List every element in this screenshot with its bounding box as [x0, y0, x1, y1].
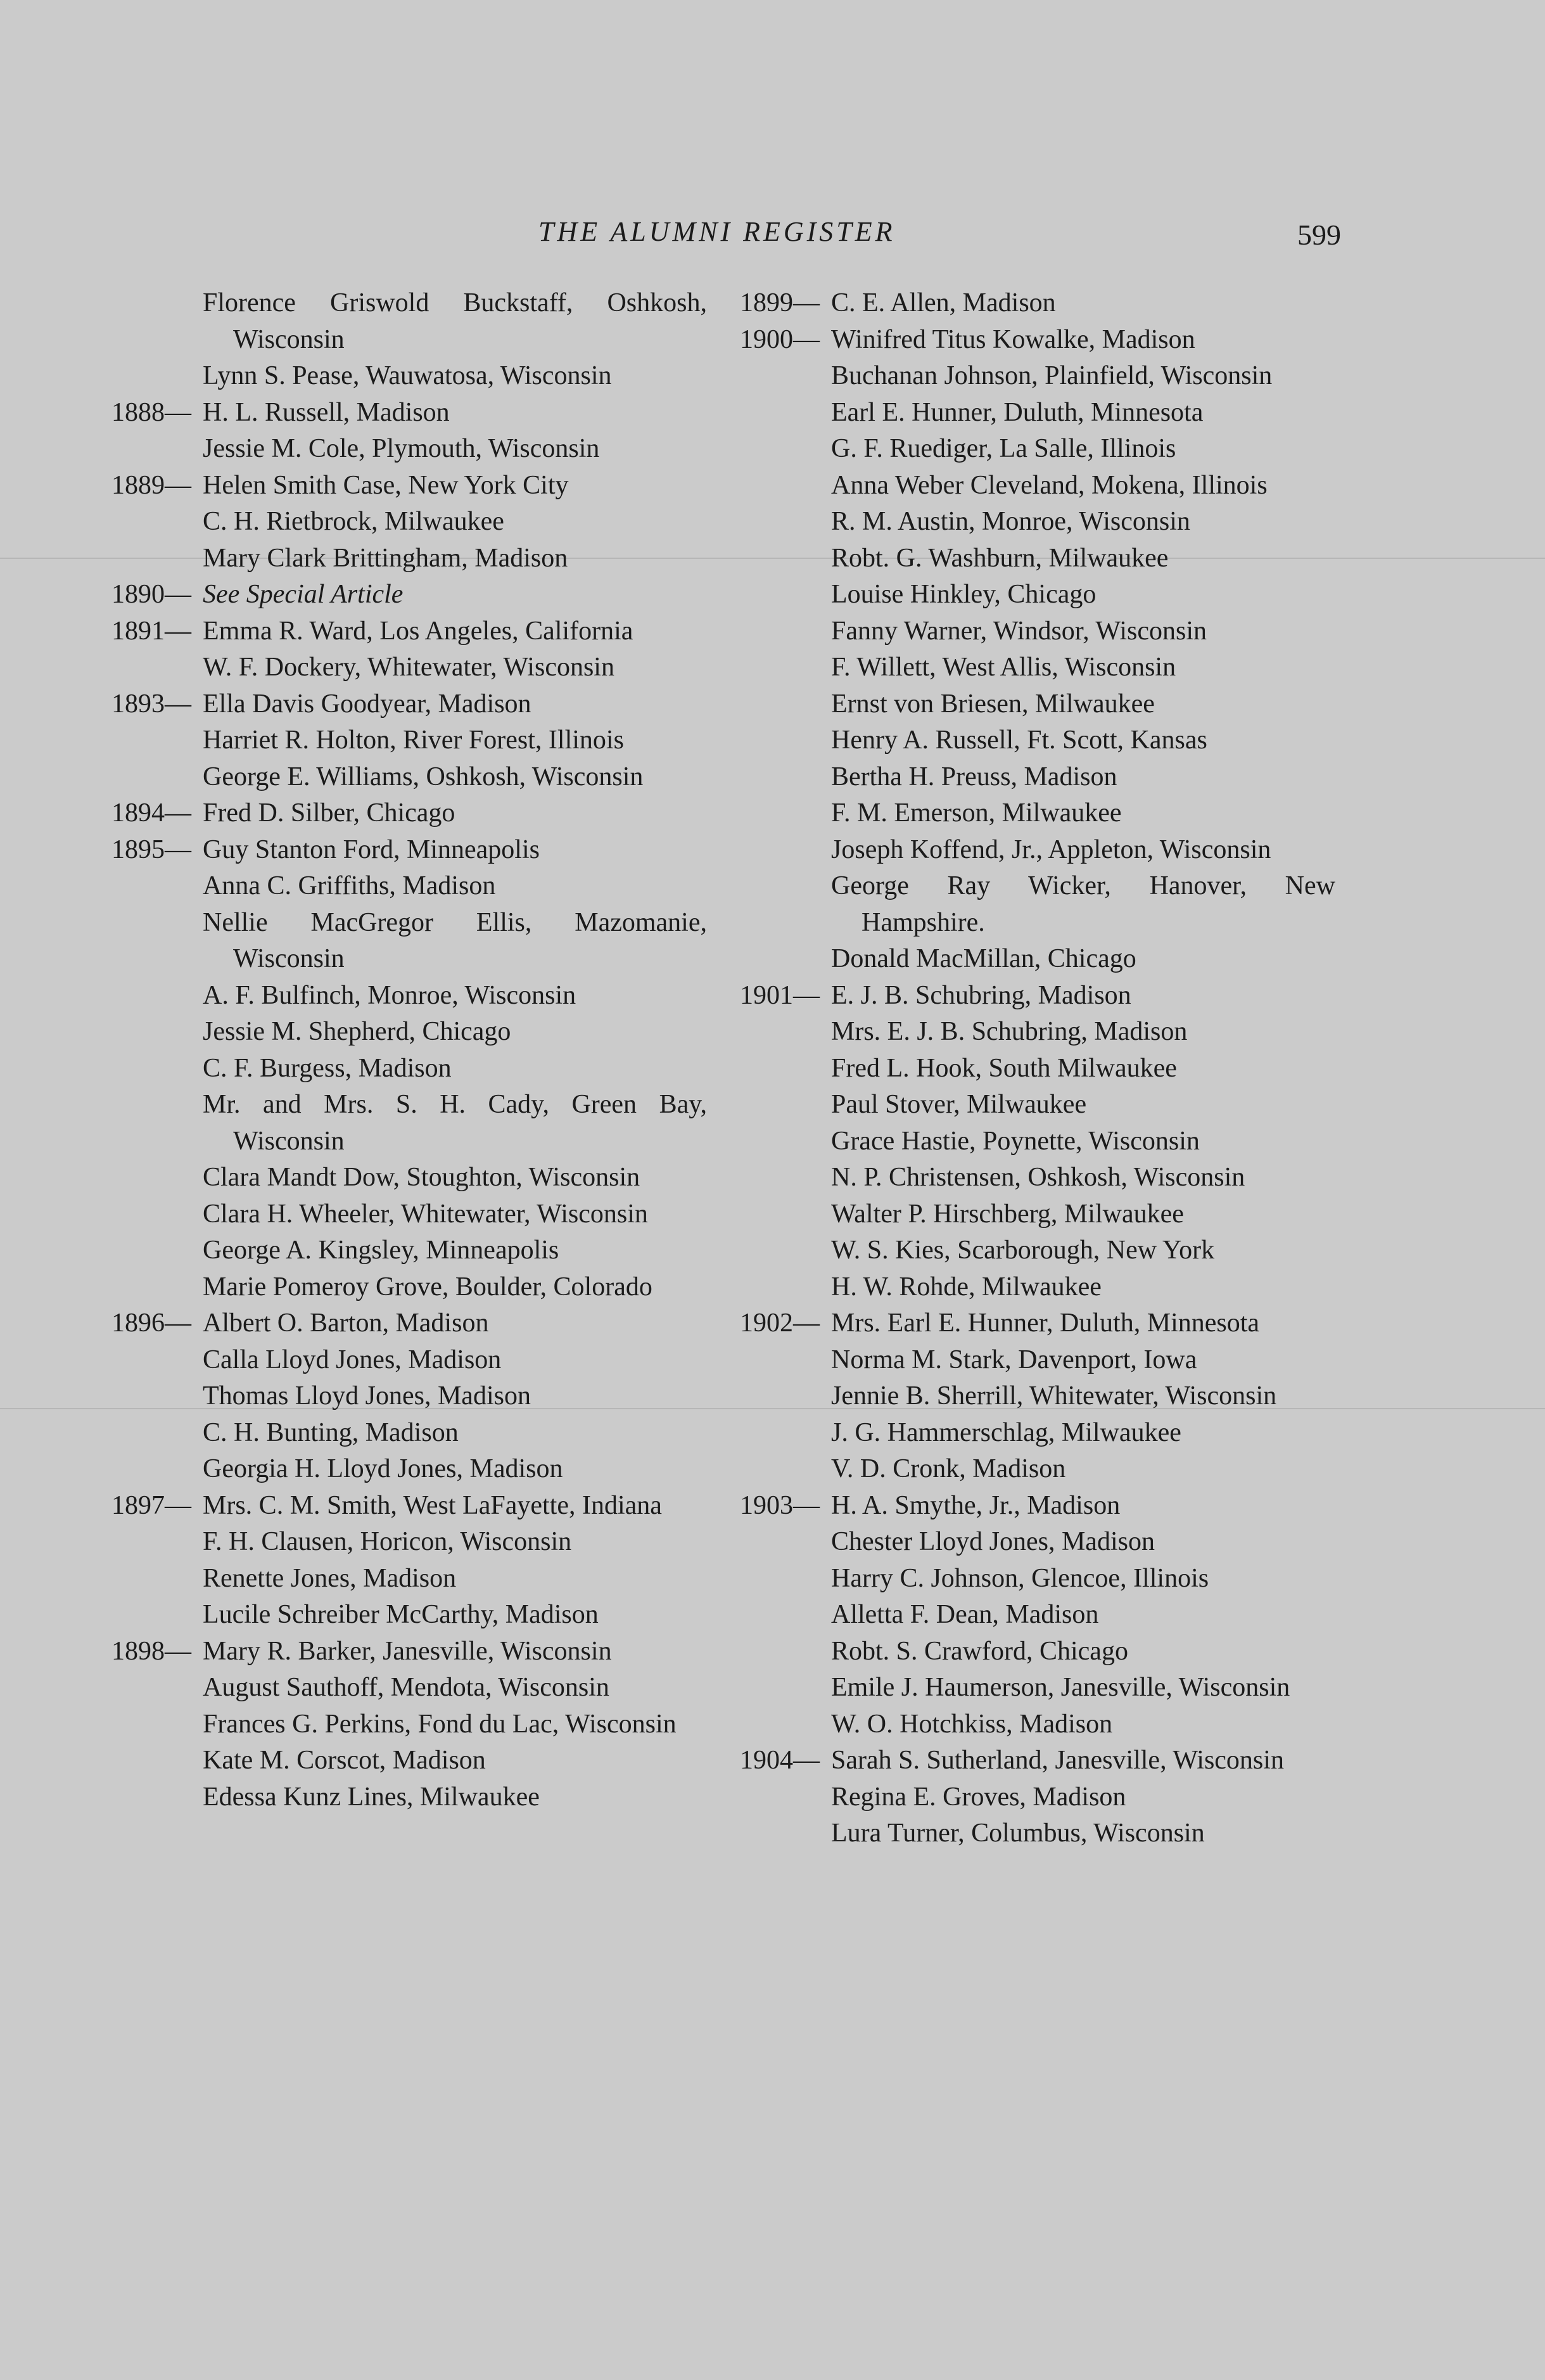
register-entry: [111, 759, 707, 796]
alumnus-name: Mary Clark Brittingham, Madison: [203, 543, 568, 573]
register-entry: [111, 649, 707, 686]
register-entry: [111, 613, 707, 650]
register-entry: [740, 1779, 1335, 1816]
page-header: [0, 209, 1545, 260]
register-entry: [740, 686, 1335, 723]
class-year: 1895—: [111, 835, 191, 864]
alumnus-name: Jessie M. Shepherd, Chicago: [203, 1017, 511, 1046]
alumnus-name: Emma R. Ward, Los Angeles, California: [203, 616, 633, 646]
alumnus-name: Edessa Kunz Lines, Milwaukee: [203, 1782, 540, 1812]
alumnus-name: George A. Kingsley, Minneapolis: [203, 1236, 559, 1265]
register-entry: [740, 1232, 1335, 1269]
register-entry: [111, 868, 707, 905]
register-entry: [111, 1087, 707, 1160]
register-entry: [111, 1051, 707, 1087]
register-entry: [111, 1305, 707, 1342]
register-entry: [111, 795, 707, 832]
alumnus-name: C. F. Burgess, Madison: [203, 1053, 452, 1083]
register-entry: [111, 1488, 707, 1525]
register-entry: [740, 1524, 1335, 1561]
alumnus-name: Harry C. Johnson, Glencoe, Illinois: [831, 1563, 1209, 1593]
register-entry: [740, 504, 1335, 541]
alumnus-name: George Ray Wicker, Hanover, New Hampshire.: [831, 871, 1335, 937]
register-entry: [111, 1779, 707, 1816]
register-entry: [111, 541, 707, 577]
register-entry: [740, 1561, 1335, 1597]
class-year: 1893—: [111, 689, 191, 719]
alumnus-name: Mr. and Mrs. S. H. Cady, Green Bay, Wisconsin: [203, 1090, 707, 1156]
register-entry: [740, 358, 1335, 395]
register-entry: [740, 868, 1335, 941]
alumnus-name: Buchanan Johnson, Plainfield, Wisconsin: [831, 361, 1273, 390]
alumnus-name: H. L. Russell, Madison: [203, 397, 450, 427]
register-entry: [740, 468, 1335, 504]
alumnus-name: Henry A. Russell, Ft. Scott, Kansas: [831, 726, 1207, 755]
alumnus-name: J. G. Hammerschlag, Milwaukee: [831, 1417, 1181, 1447]
alumnus-name: H. A. Smythe, Jr., Madison: [831, 1490, 1121, 1520]
alumnus-name: Winifred Titus Kowalke, Madison: [831, 324, 1195, 354]
register-entry: [740, 978, 1335, 1014]
alumnus-name: Anna Weber Cleveland, Mokena, Illinois: [831, 470, 1268, 500]
alumnus-name: Lura Turner, Columbus, Wisconsin: [831, 1819, 1205, 1848]
alumnus-name: Jessie M. Cole, Plymouth, Wisconsin: [203, 434, 600, 463]
register-entry: [111, 1743, 707, 1779]
alumnus-name: August Sauthoff, Mendota, Wisconsin: [203, 1673, 609, 1702]
alumnus-name: Harriet R. Holton, River Forest, Illinois: [203, 726, 624, 755]
class-year: 1894—: [111, 798, 191, 828]
class-year: 1890—: [111, 580, 191, 609]
register-entry: [111, 686, 707, 723]
register-entry: [111, 395, 707, 432]
register-entry: [111, 1706, 707, 1743]
class-year: 1900—: [740, 324, 820, 354]
register-entry: [111, 1524, 707, 1561]
alumnus-name: Alletta F. Dean, Madison: [831, 1600, 1099, 1629]
class-year: 1897—: [111, 1490, 191, 1520]
alumnus-name: Ella Davis Goodyear, Madison: [203, 689, 531, 719]
register-entry: [740, 285, 1335, 322]
register-entry: [740, 1415, 1335, 1452]
register-entry: [111, 722, 707, 759]
alumnus-name: G. F. Ruediger, La Salle, Illinois: [831, 434, 1176, 463]
register-entry: [111, 285, 707, 358]
class-year: 1902—: [740, 1308, 820, 1338]
alumnus-name: Calla Lloyd Jones, Madison: [203, 1345, 502, 1374]
register-entry: [111, 1634, 707, 1670]
register-entry: [740, 1269, 1335, 1306]
page-number: 599: [1297, 219, 1341, 251]
alumnus-name: W. S. Kies, Scarborough, New York: [831, 1236, 1215, 1265]
alumnus-name: F. H. Clausen, Horicon, Wisconsin: [203, 1527, 572, 1556]
alumnus-name: Anna C. Griffiths, Madison: [203, 871, 496, 900]
register-entry: [740, 577, 1335, 613]
running-head: THE ALUMNI REGISTER: [538, 216, 896, 247]
register-entry: [740, 613, 1335, 650]
class-year: 1891—: [111, 616, 191, 646]
alumnus-name: Walter P. Hirschberg, Milwaukee: [831, 1199, 1184, 1229]
alumnus-name: E. J. B. Schubring, Madison: [831, 980, 1131, 1010]
alumnus-name: F. Willett, West Allis, Wisconsin: [831, 653, 1176, 682]
alumnus-name: Clara H. Wheeler, Whitewater, Wisconsin: [203, 1199, 648, 1229]
alumnus-name: Fred L. Hook, South Milwaukee: [831, 1053, 1177, 1083]
register-entry: [111, 1670, 707, 1706]
register-entry: [111, 978, 707, 1014]
register-entry: [111, 1342, 707, 1379]
register-entry: [111, 1232, 707, 1269]
alumnus-name: C. E. Allen, Madison: [831, 288, 1056, 317]
register-entry: [111, 1014, 707, 1051]
register-entry: [111, 431, 707, 468]
register-entry: [111, 504, 707, 541]
register-entry: [740, 1706, 1335, 1743]
alumnus-name: Norma M. Stark, Davenport, Iowa: [831, 1345, 1197, 1374]
alumnus-name: Mary R. Barker, Janesville, Wisconsin: [203, 1636, 612, 1666]
alumnus-name: Sarah S. Sutherland, Janesville, Wisconsin: [831, 1746, 1284, 1775]
class-year: 1896—: [111, 1308, 191, 1338]
register-entry: [740, 395, 1335, 432]
alumnus-name: Mrs. E. J. B. Schubring, Madison: [831, 1017, 1188, 1046]
alumnus-name: C. H. Rietbrock, Milwaukee: [203, 507, 504, 536]
alumnus-name: Georgia H. Lloyd Jones, Madison: [203, 1454, 563, 1483]
alumnus-name: Louise Hinkley, Chicago: [831, 580, 1097, 609]
register-entry: [740, 1196, 1335, 1233]
alumnus-name: Lynn S. Pease, Wauwatosa, Wisconsin: [203, 361, 612, 390]
register-entry: [111, 1196, 707, 1233]
register-entry: [740, 1014, 1335, 1051]
class-year: 1888—: [111, 397, 191, 427]
class-year: 1903—: [740, 1490, 820, 1520]
class-year: 1899—: [740, 288, 820, 317]
register-entry: [740, 431, 1335, 468]
left-column: [111, 285, 707, 1815]
register-entry: [111, 1160, 707, 1196]
alumnus-name: Clara Mandt Dow, Stoughton, Wisconsin: [203, 1163, 640, 1192]
register-entry: [740, 1597, 1335, 1634]
register-entry: [111, 832, 707, 869]
register-entry: [740, 1451, 1335, 1488]
register-entry: [111, 577, 707, 613]
register-entry: [111, 1561, 707, 1597]
alumnus-name: N. P. Christensen, Oshkosh, Wisconsin: [831, 1163, 1245, 1192]
alumnus-name: Thomas Lloyd Jones, Madison: [203, 1381, 531, 1411]
register-entry: [740, 1634, 1335, 1670]
register-entry: [740, 1305, 1335, 1342]
alumnus-name: F. M. Emerson, Milwaukee: [831, 798, 1122, 828]
alumnus-name: Robt. G. Washburn, Milwaukee: [831, 543, 1169, 573]
alumnus-name: Grace Hastie, Poynette, Wisconsin: [831, 1126, 1200, 1156]
alumnus-name: Regina E. Groves, Madison: [831, 1782, 1126, 1812]
alumnus-name: Albert O. Barton, Madison: [203, 1308, 489, 1338]
alumnus-name: V. D. Cronk, Madison: [831, 1454, 1066, 1483]
alumnus-name: Earl E. Hunner, Duluth, Minnesota: [831, 397, 1204, 427]
alumnus-name: Joseph Koffend, Jr., Appleton, Wisconsin: [831, 835, 1271, 864]
alumnus-name: Fred D. Silber, Chicago: [203, 798, 455, 828]
alumnus-name: Emile J. Haumerson, Janesville, Wisconsin: [831, 1673, 1290, 1702]
alumnus-name: Lucile Schreiber McCarthy, Madison: [203, 1600, 599, 1629]
alumnus-name: Nellie MacGregor Ellis, Mazomanie, Wisconsin: [203, 907, 707, 973]
register-entry: [111, 1415, 707, 1452]
register-entry: [740, 541, 1335, 577]
register-entry: [111, 1451, 707, 1488]
register-entry: [740, 1160, 1335, 1196]
register-entry: [740, 1087, 1335, 1123]
register-entry: [740, 759, 1335, 796]
alumnus-name: W. F. Dockery, Whitewater, Wisconsin: [203, 653, 614, 682]
alumnus-name: Donald MacMillan, Chicago: [831, 944, 1136, 973]
register-entry: [111, 1269, 707, 1306]
alumnus-name: H. W. Rohde, Milwaukee: [831, 1272, 1102, 1302]
register-entry: [740, 1342, 1335, 1379]
alumnus-name: Marie Pomeroy Grove, Boulder, Colorado: [203, 1272, 652, 1302]
class-year: 1901—: [740, 980, 820, 1010]
register-entry: [740, 941, 1335, 978]
register-entry: [740, 1488, 1335, 1525]
alumnus-name: R. M. Austin, Monroe, Wisconsin: [831, 507, 1190, 536]
alumnus-name: George E. Williams, Oshkosh, Wisconsin: [203, 762, 644, 791]
register-entry: [111, 1597, 707, 1634]
register-entry: [740, 832, 1335, 869]
alumnus-name: Mrs. C. M. Smith, West LaFayette, Indiana: [203, 1490, 662, 1520]
register-entry: [740, 649, 1335, 686]
alumnus-name: W. O. Hotchkiss, Madison: [831, 1709, 1113, 1739]
alumnus-name: Guy Stanton Ford, Minneapolis: [203, 835, 540, 864]
register-entry: [740, 1123, 1335, 1160]
class-year: 1904—: [740, 1746, 820, 1775]
alumnus-name: Florence Griswold Buckstaff, Oshkosh, Wisconsin: [203, 288, 707, 354]
alumnus-name: Fanny Warner, Windsor, Wisconsin: [831, 616, 1207, 646]
register-entry: [740, 322, 1335, 359]
right-column: [740, 285, 1335, 1852]
alumnus-name: See Special Article: [203, 580, 404, 609]
register-entry: [740, 722, 1335, 759]
alumnus-name: Ernst von Briesen, Milwaukee: [831, 689, 1155, 719]
register-entry: [740, 795, 1335, 832]
alumnus-name: Renette Jones, Madison: [203, 1563, 457, 1593]
alumnus-name: C. H. Bunting, Madison: [203, 1417, 459, 1447]
register-entry: [740, 1815, 1335, 1852]
register-entry: [111, 468, 707, 504]
register-entry: [111, 905, 707, 978]
alumnus-name: Kate M. Corscot, Madison: [203, 1746, 486, 1775]
alumnus-name: Robt. S. Crawford, Chicago: [831, 1636, 1128, 1666]
register-entry: [740, 1378, 1335, 1415]
alumnus-name: Paul Stover, Milwaukee: [831, 1090, 1087, 1119]
alumnus-name: A. F. Bulfinch, Monroe, Wisconsin: [203, 980, 576, 1010]
alumnus-name: Frances G. Perkins, Fond du Lac, Wisconsin: [203, 1709, 677, 1739]
alumnus-name: Chester Lloyd Jones, Madison: [831, 1527, 1155, 1556]
register-entry: [111, 1378, 707, 1415]
alumnus-name: Mrs. Earl E. Hunner, Duluth, Minnesota: [831, 1308, 1260, 1338]
register-entry: [740, 1743, 1335, 1779]
class-year: 1889—: [111, 470, 191, 500]
class-year: 1898—: [111, 1636, 191, 1666]
register-entry: [740, 1051, 1335, 1087]
alumnus-name: Helen Smith Case, New York City: [203, 470, 569, 500]
alumnus-name: Jennie B. Sherrill, Whitewater, Wisconsin: [831, 1381, 1277, 1411]
register-entry: [111, 358, 707, 395]
alumnus-name: Bertha H. Preuss, Madison: [831, 762, 1117, 791]
register-entry: [740, 1670, 1335, 1706]
